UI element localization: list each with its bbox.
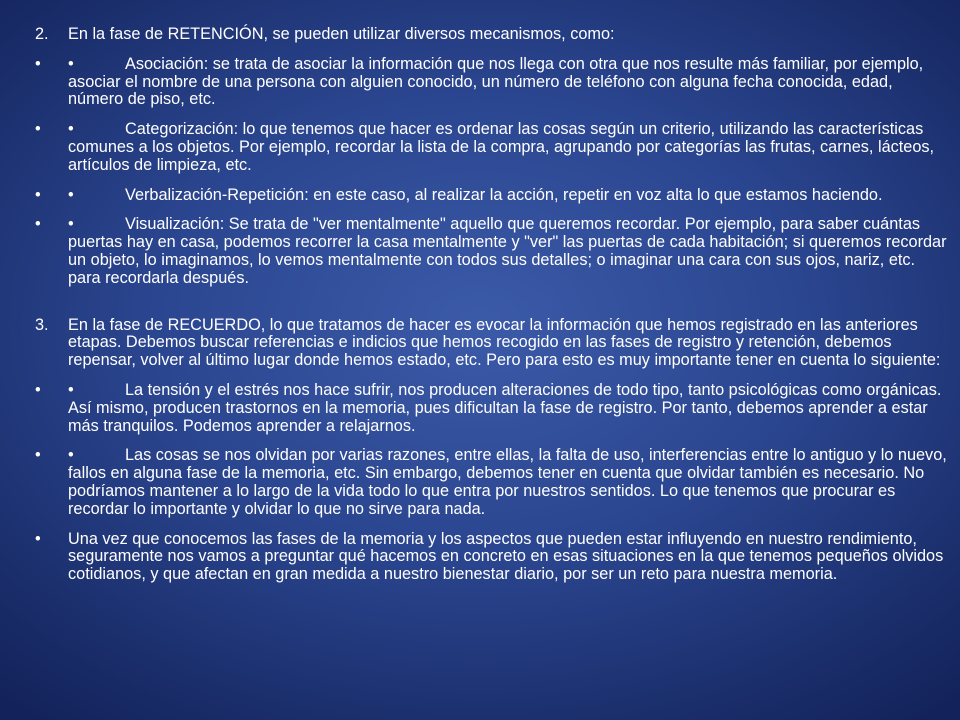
inner-bullet-icon: • (68, 185, 74, 204)
list-item-body: Las cosas se nos olvidan por varias razones, entre ellas, la falta de uso, interferencias entre lo antiguo y lo nuevo, fallos en alguna fase de la memoria, etc. Sin embargo, debemos tener en cuenta que olvidar también es necesario. No podríamos mantener a lo largo de la vida todo lo que entra por nuestros sentidos. Lo que tenemos que procurar es recordar lo importante y olvidar lo que no sirve para nada. (68, 446, 947, 518)
list-item-text (68, 216, 947, 287)
list-item-visualizacion (35, 216, 947, 287)
inner-bullet-icon: • (68, 380, 74, 399)
bullet-icon: • (35, 446, 41, 465)
inner-bullet-icon: • (68, 215, 74, 234)
list-item-body: La tensión y el estrés nos hace sufrir, nos producen alteraciones de todo tipo, tanto psicológicas como orgánicas. Así mismo, producen trastornos en la memoria, pues dificultan la fase de registro. Por tanto, debemos aprender a estar más tranquilos. Podemos aprender a relajarnos. (68, 380, 942, 435)
bullet-icon: • (35, 54, 41, 73)
list-item-text (68, 447, 947, 518)
list-item-olvido (35, 447, 947, 518)
bullet-icon: • (35, 529, 41, 548)
list-number: 3. (35, 315, 49, 334)
list-item-body: Verbalización-Repetición: en este caso, al realizar la acción, repetir en voz alta lo que estamos haciendo. (125, 185, 883, 204)
list-item-categorizacion (35, 121, 947, 174)
list-item-verbalizacion (35, 187, 947, 205)
list-item-recuerdo (35, 317, 947, 370)
slide-content (35, 26, 947, 596)
list-item-text: En la fase de RETENCIÓN, se pueden utilizar diversos mecanismos, como: (68, 25, 615, 43)
list-item-tension (35, 382, 947, 435)
bullet-icon: • (35, 185, 41, 204)
list-item-text (68, 56, 947, 109)
list-item-text (68, 187, 947, 205)
list-item-text: En la fase de RECUERDO, lo que tratamos de hacer es evocar la información que hemos registrado en las anteriores etapas. Debemos buscar referencias e indicios que hemos recogido en las fases de registro y retención, debemos repensar, volver al último lugar donde hemos estado, etc. Pero para esto es muy importante tener en cuenta lo siguiente: (68, 315, 941, 370)
list-item-asociacion (35, 56, 947, 109)
bullet-icon: • (35, 215, 41, 234)
bullet-icon: • (35, 380, 41, 399)
list-item-body: Categorización: lo que tenemos que hacer es ordenar las cosas según un criterio, utilizando las características comunes a los objetos. Por ejemplo, recordar la lista de la compra, agrupando por categorías las frutas, carnes, lácteos, artículos de limpieza, etc. (68, 120, 935, 174)
list-item-text: Una vez que conocemos las fases de la memoria y los aspectos que pueden estar influyendo en nuestro rendimiento, seguramente nos vamos a preguntar qué hacemos en concreto en esas situaciones en la que tenemos pequeños olvidos cotidianos, y que afectan en gran medida a nuestro bienestar diario, por ser un reto para nuestra memoria. (68, 529, 944, 584)
inner-bullet-icon: • (68, 446, 74, 465)
list-item-conclusion (35, 531, 947, 584)
inner-bullet-icon: • (68, 54, 74, 73)
list-item-retencion (35, 26, 947, 44)
list-item-body: Asociación: se trata de asociar la información que nos llega con otra que nos resulte más familiar, por ejemplo, asociar el nombre de una persona con alguien conocido, un número de teléfono con alguna fecha conocida, edad, número de piso, etc. (68, 54, 924, 109)
list-number: 2. (35, 25, 49, 43)
list-item-text (68, 121, 947, 174)
list-item-body: Visualización: Se trata de "ver mentalmente" aquello que queremos recordar. Por ejemplo, para saber cuántas puertas hay en casa, podemos recorrer la casa mentalmente y "ver" las puertas de cada habitación; si queremos recordar un objeto, lo imaginamos, lo vemos mentalmente con todos sus detalles; o imaginar una cara con sus ojos, nariz, etc. para recordarla después. (68, 215, 947, 287)
bullet-icon: • (35, 120, 41, 139)
list-item-text (68, 382, 947, 435)
inner-bullet-icon: • (68, 120, 74, 139)
